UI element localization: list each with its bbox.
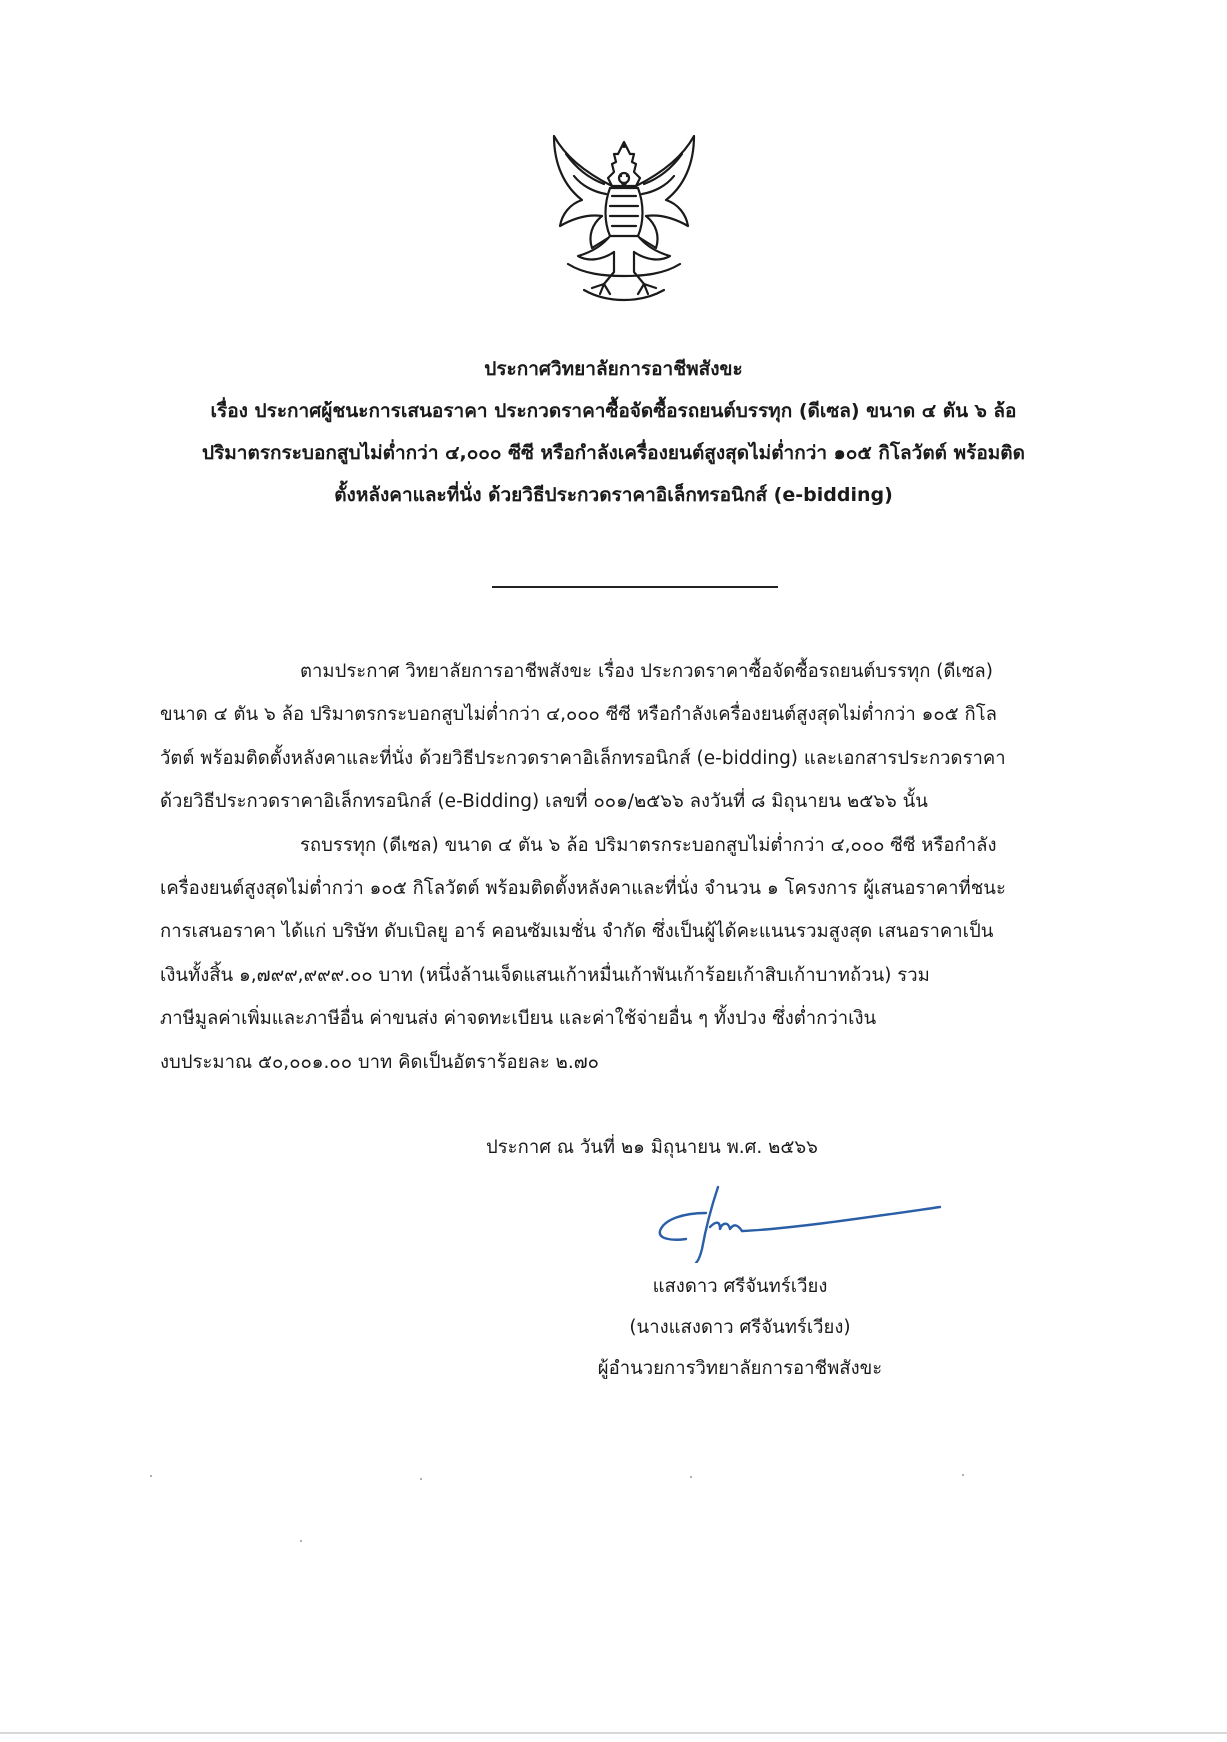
title-line-2: เรื่อง ประกาศผู้ชนะการเสนอราคา ประกวดราคาซื้อจัดซื้อรถยนต์บรรทุก (ดีเซล) ขนาด ๔ ตัน ๖ ล้อ — [210, 400, 1017, 422]
scan-speck — [420, 1478, 422, 1480]
signer-full-name: (นางแสงดาว ศรีจันทร์เวียง) — [629, 1317, 851, 1338]
announcement-date: ประกาศ ณ วันที่ ๒๑ มิถุนายน พ.ศ. ๒๕๖๖ — [486, 1137, 818, 1158]
scan-speck — [300, 1540, 302, 1542]
paragraph-1-line-3: วัตต์ พร้อมติดตั้งหลังคาและที่นั่ง ด้วยวิธีประกวดราคาอิเล็กทรอนิกส์ (e-bidding) และเอกสารประกวดราคา — [160, 747, 1006, 769]
paragraph-2-line-2: เครื่องยนต์สูงสุดไม่ต่ำกว่า ๑๐๕ กิโลวัตต์ พร้อมติดตั้งหลังคาและที่นั่ง จำนวน ๑ โครงการ ผู้เสนอราคาที่ชนะ — [160, 878, 1006, 900]
paragraph-2-line-5: ภาษีมูลค่าเพิ่มและภาษีอื่น ค่าขนส่ง ค่าจดทะเบียน และค่าใช้จ่ายอื่น ๆ ทั้งปวง ซึ่งต่ำกว่าเงิน — [160, 1008, 877, 1030]
title-divider — [492, 586, 778, 588]
paragraph-2-line-3: การเสนอราคา ได้แก่ บริษัท ดับเบิลยู อาร์ คอนซัมเมชั่น จำกัด ซึ่งเป็นผู้ได้คะแนนรวมสูงสุด เสนอราคาเป็น — [160, 921, 994, 943]
paragraph-1-line-4: ด้วยวิธีประกวดราคาอิเล็กทรอนิกส์ (e-Bidding) เลขที่ ๐๐๑/๒๕๖๖ ลงวันที่ ๘ มิถุนายน ๒๕๖๖ นั้น — [160, 791, 928, 813]
title-line-4: ตั้งหลังคาและที่นั่ง ด้วยวิธีประกวดราคาอิเล็กทรอนิกส์ (e-bidding) — [334, 484, 893, 506]
handwritten-signature-icon — [650, 1183, 950, 1263]
scan-bottom-edge — [0, 1732, 1227, 1734]
signer-block — [560, 1266, 920, 1389]
signer-name: แสงดาว ศรีจันทร์เวียง — [652, 1276, 828, 1297]
garuda-emblem-icon — [548, 134, 700, 304]
scan-speck — [690, 1476, 692, 1478]
paragraph-2-line-4: เงินทั้งสิ้น ๑,๗๙๙,๙๙๙.๐๐ บาท (หนึ่งล้านเจ็ดแสนเก้าหมื่นเก้าพันเก้าร้อยเก้าสิบเก้าบาทถ้วน) รวม — [160, 964, 930, 986]
paragraph-1-line-1: ตามประกาศ วิทยาลัยการอาชีพสังขะ เรื่อง ประกวดราคาซื้อจัดซื้อรถยนต์บรรทุก (ดีเซล) — [300, 661, 993, 682]
scan-speck — [962, 1474, 964, 1476]
title-line-3: ปริมาตรกระบอกสูบไม่ต่ำกว่า ๔,๐๐๐ ซีซี หรือกำลังเครื่องยนต์สูงสุดไม่ต่ำกว่า ๑๐๕ กิโลวัตต์ พร้อมติด — [202, 442, 1025, 464]
paragraph-1-line-2: ขนาด ๔ ตัน ๖ ล้อ ปริมาตรกระบอกสูบไม่ต่ำกว่า ๔,๐๐๐ ซีซี หรือกำลังเครื่องยนต์สูงสุดไม่ต่ำกว่า ๑๐๕ กิโล — [160, 704, 997, 726]
signer-position: ผู้อำนวยการวิทยาลัยการอาชีพสังขะ — [597, 1358, 883, 1379]
paragraph-2-line-6: งบประมาณ ๕๐,๐๐๑.๐๐ บาท คิดเป็นอัตราร้อยละ ๒.๗๐ — [160, 1051, 599, 1073]
paragraph-2-line-1: รถบรรทุก (ดีเซล) ขนาด ๔ ตัน ๖ ล้อ ปริมาตรกระบอกสูบไม่ต่ำกว่า ๔,๐๐๐ ซีซี หรือกำลัง — [300, 834, 997, 856]
title-line-1: ประกาศวิทยาลัยการอาชีพสังขะ — [484, 358, 743, 380]
announcement-title — [120, 348, 1107, 516]
announcement-body — [160, 650, 1095, 1084]
scan-speck — [150, 1475, 152, 1477]
